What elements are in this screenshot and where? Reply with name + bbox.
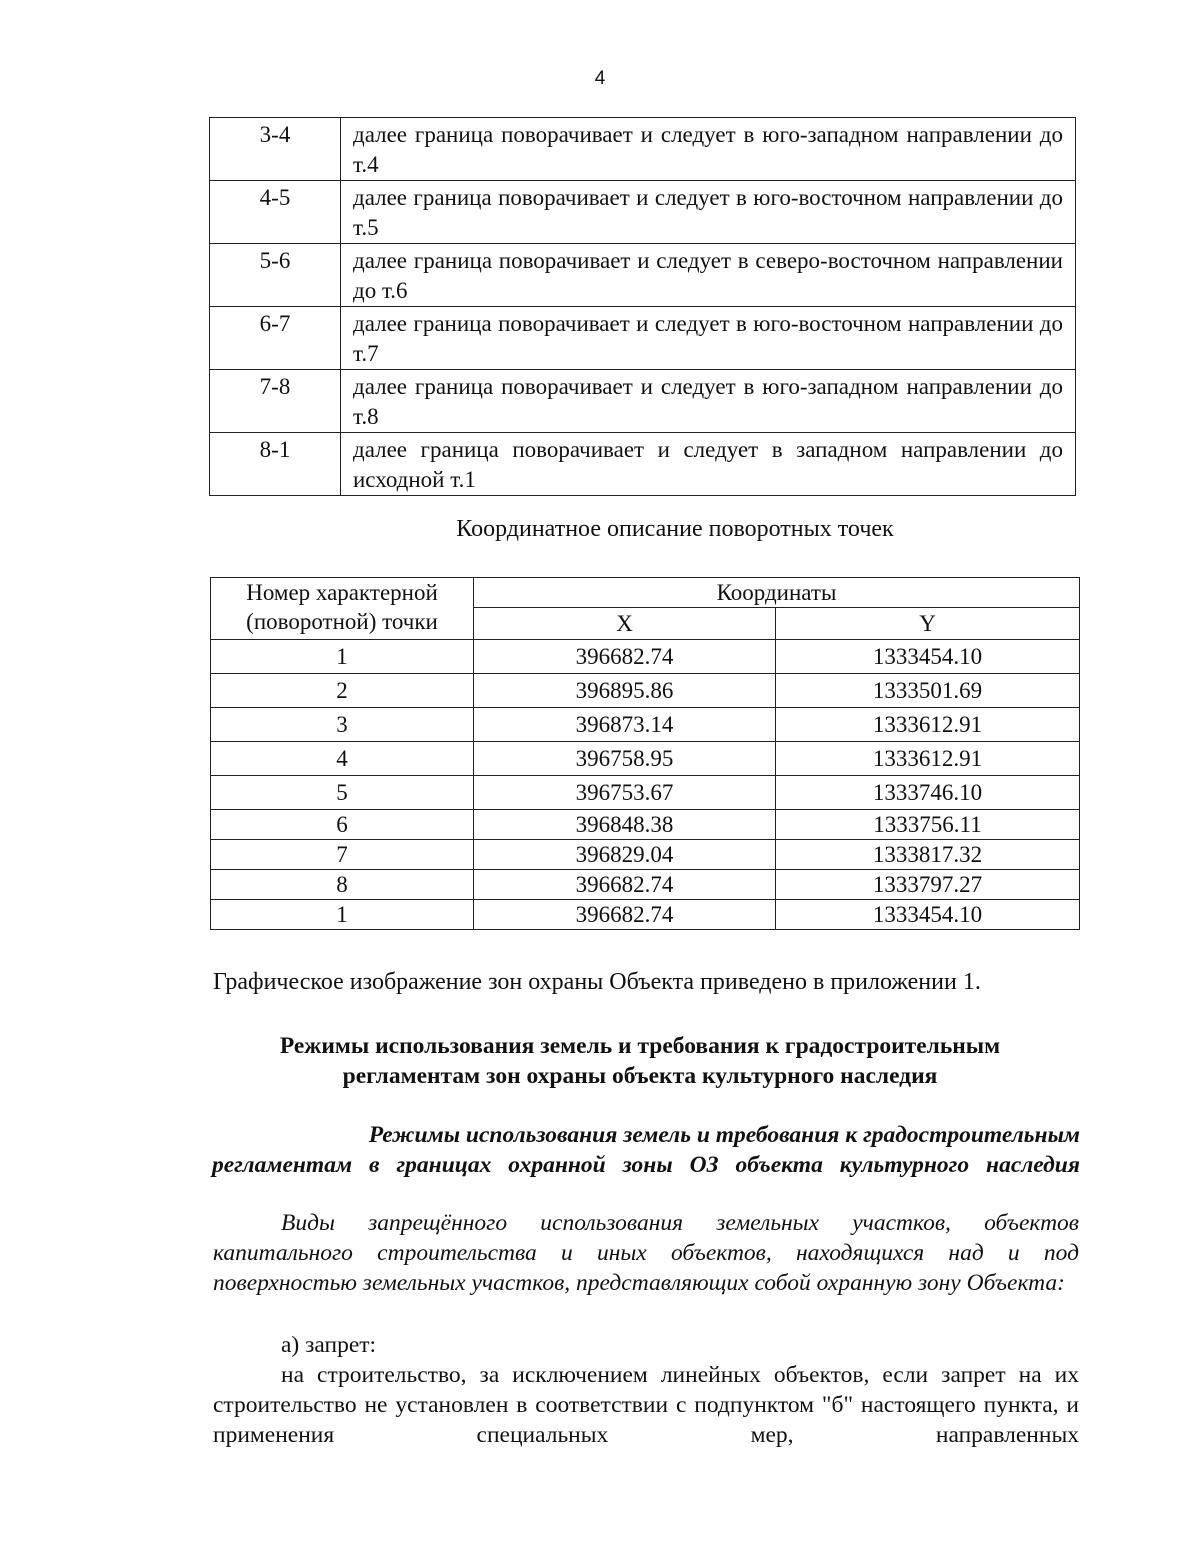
boundary-description: далее граница поворачивает и следует в юго-восточном направлении до т.7	[341, 307, 1076, 370]
header-coordinates: Координаты	[474, 578, 1080, 608]
point-number-cell: 5	[211, 776, 474, 810]
boundary-description: далее граница поворачивает и следует в юго-западном направлении до т.4	[341, 118, 1076, 181]
point-number-cell: 8	[211, 870, 474, 900]
prohibited-uses-paragraph: Виды запрещённого использования земельных участков, объектов капитального строительства и иных объектов, находящихся над и под поверхностью земельных участков, представляющих собой охранную зону Объекта:	[213, 1210, 1079, 1296]
subsection-heading	[212, 1120, 1080, 1180]
point-number-cell: 3	[211, 708, 474, 742]
y-coordinate-cell: 1333817.32	[776, 840, 1080, 870]
coordinates-row	[211, 810, 1080, 840]
graphic-note: Графическое изображение зон охраны Объекта приведено в приложении 1.	[213, 969, 981, 995]
boundary-description: далее граница поворачивает и следует в западном направлении до исходной т.1	[341, 433, 1076, 496]
boundary-row	[210, 244, 1076, 307]
header-y: Y	[776, 608, 1080, 640]
point-number-cell: 7	[211, 840, 474, 870]
header-point-line2: (поворотной) точки	[246, 609, 438, 634]
boundary-description: далее граница поворачивает и следует в юго-восточном направлении до т.5	[341, 181, 1076, 244]
boundary-row	[210, 307, 1076, 370]
boundary-row	[210, 433, 1076, 496]
x-coordinate-cell: 396848.38	[474, 810, 776, 840]
section-heading-line2: регламентам зон охраны объекта культурного наследия	[342, 1063, 938, 1089]
coordinates-row	[211, 708, 1080, 742]
x-coordinate-cell: 396873.14	[474, 708, 776, 742]
section-heading	[200, 1031, 1080, 1091]
y-coordinate-cell: 1333756.11	[776, 810, 1080, 840]
x-coordinate-cell: 396682.74	[474, 640, 776, 674]
coordinates-row	[211, 870, 1080, 900]
coordinates-row	[211, 674, 1080, 708]
header-x: X	[474, 608, 776, 640]
boundary-description: далее граница поворачивает и следует в северо-восточном направлении до т.6	[341, 244, 1076, 307]
boundary-description-table	[209, 117, 1076, 496]
y-coordinate-cell: 1333612.91	[776, 742, 1080, 776]
x-coordinate-cell: 396753.67	[474, 776, 776, 810]
x-coordinate-cell: 396682.74	[474, 900, 776, 930]
point-number-cell: 6	[211, 810, 474, 840]
header-point-number	[211, 578, 474, 640]
point-number-cell: 2	[211, 674, 474, 708]
x-coordinate-cell: 396758.95	[474, 742, 776, 776]
boundary-row	[210, 181, 1076, 244]
y-coordinate-cell: 1333454.10	[776, 900, 1080, 930]
x-coordinate-cell: 396829.04	[474, 840, 776, 870]
coordinates-header-row	[211, 578, 1080, 608]
point-number-cell: 1	[211, 900, 474, 930]
construction-paragraph: на строительство, за исключением линейных объектов, если запрет на их строительство не установлен в соответствии с подпунктом "б" настоящего пункта, и применения специальных мер, направленных	[213, 1362, 1079, 1448]
coordinates-table	[210, 577, 1080, 930]
coordinates-row	[211, 640, 1080, 674]
y-coordinate-cell: 1333797.27	[776, 870, 1080, 900]
coordinates-caption: Координатное описание поворотных точек	[456, 516, 894, 542]
boundary-segment: 8-1	[210, 433, 341, 496]
boundary-segment: 4-5	[210, 181, 341, 244]
page-number: 4	[594, 68, 606, 89]
x-coordinate-cell: 396682.74	[474, 870, 776, 900]
section-heading-line1: Режимы использования земель и требования к градостроительным	[279, 1033, 1001, 1059]
x-coordinate-cell: 396895.86	[474, 674, 776, 708]
subsection-heading-line2: регламентам в границах охранной зоны ОЗ объекта культурного наследия	[212, 1152, 1080, 1178]
point-number-cell: 1	[211, 640, 474, 674]
item-a: а) запрет:	[281, 1332, 377, 1358]
boundary-row	[210, 118, 1076, 181]
coordinates-row	[211, 840, 1080, 870]
boundary-segment: 7-8	[210, 370, 341, 433]
boundary-description: далее граница поворачивает и следует в юго-западном направлении до т.8	[341, 370, 1076, 433]
boundary-segment: 6-7	[210, 307, 341, 370]
y-coordinate-cell: 1333501.69	[776, 674, 1080, 708]
y-coordinate-cell: 1333612.91	[776, 708, 1080, 742]
y-coordinate-cell: 1333746.10	[776, 776, 1080, 810]
coordinates-row	[211, 900, 1080, 930]
coordinates-row	[211, 742, 1080, 776]
coordinates-row	[211, 776, 1080, 810]
boundary-segment: 5-6	[210, 244, 341, 307]
boundary-row	[210, 370, 1076, 433]
boundary-segment: 3-4	[210, 118, 341, 181]
subsection-heading-line1: Режимы использования земель и требования к градостроительным	[368, 1122, 1080, 1148]
y-coordinate-cell: 1333454.10	[776, 640, 1080, 674]
point-number-cell: 4	[211, 742, 474, 776]
header-point-line1: Номер характерной	[246, 580, 438, 605]
